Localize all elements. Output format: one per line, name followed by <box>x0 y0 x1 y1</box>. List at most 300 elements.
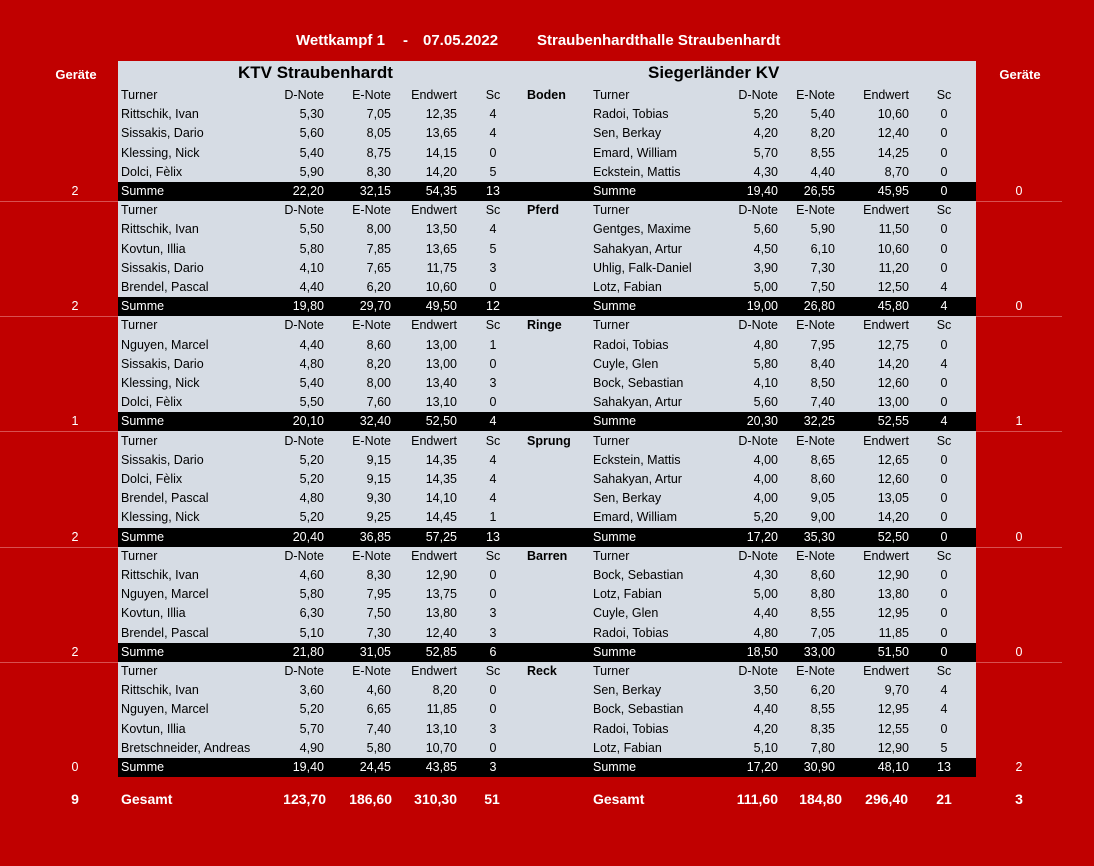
home-d-note: 6,30 <box>299 606 324 620</box>
away-endwert: 13,05 <box>877 491 909 505</box>
home-athlete-name: Nguyen, Marcel <box>121 587 209 601</box>
home-athlete-name: Klessing, Nick <box>121 510 200 524</box>
home-d-note: 4,10 <box>299 261 324 275</box>
competition-date: 07.05.2022 <box>423 32 499 49</box>
col-header-turner: Turner <box>121 664 158 678</box>
col-header-sc: Sc <box>936 664 952 678</box>
home-summe-label: Summe <box>121 414 165 428</box>
home-athlete-name: Kovtun, Illia <box>121 606 186 620</box>
home-athlete-name: Sissakis, Dario <box>121 261 204 275</box>
home-endwert: 14,35 <box>425 472 457 486</box>
col-header-turner: Turner <box>121 203 158 217</box>
home-sum-e: 36,85 <box>359 530 391 544</box>
col-header-e-note: E-Note <box>352 549 391 563</box>
home-d-note: 5,40 <box>299 146 324 160</box>
home-d-note: 3,60 <box>299 683 324 697</box>
apparatus-header-row <box>118 662 976 681</box>
away-sum-sc: 4 <box>940 299 948 313</box>
col-header-sc: Sc <box>485 664 501 678</box>
home-sum-d: 21,80 <box>292 645 324 659</box>
athlete-row <box>118 566 976 585</box>
away-summe-label: Summe <box>593 530 637 544</box>
col-header-sc: Sc <box>936 88 952 102</box>
home-summe-label: Summe <box>121 530 165 544</box>
home-athlete-name: Rittschik, Ivan <box>121 222 199 236</box>
away-sum-d: 18,50 <box>746 645 778 659</box>
total-away-end: 296,40 <box>865 791 908 807</box>
athlete-row <box>118 604 976 623</box>
home-e-note: 8,00 <box>366 376 391 390</box>
geraete-label-left: Geräte <box>55 67 97 82</box>
total-home-geraete: 9 <box>71 791 79 807</box>
away-e-note: 8,55 <box>810 702 835 716</box>
home-d-note: 4,80 <box>299 491 324 505</box>
total-home-e: 186,60 <box>349 791 392 807</box>
away-d-note: 4,20 <box>753 126 778 140</box>
away-d-note: 4,80 <box>753 626 778 640</box>
away-sum-d: 20,30 <box>746 414 778 428</box>
away-geraete-points: 2 <box>1015 760 1023 774</box>
away-d-note: 4,00 <box>753 491 778 505</box>
athlete-row <box>118 489 976 508</box>
team-away-name: Siegerländer KV <box>648 63 780 82</box>
competition-name: Wettkampf 1 <box>296 32 385 49</box>
home-sum-sc: 13 <box>486 184 500 198</box>
home-summe-label: Summe <box>121 184 165 198</box>
away-e-note: 7,05 <box>810 626 835 640</box>
home-sum-d: 20,40 <box>292 530 324 544</box>
divider <box>0 201 118 202</box>
away-d-note: 5,80 <box>753 357 778 371</box>
away-sum-e: 35,30 <box>803 530 835 544</box>
home-score-points: 4 <box>489 472 497 486</box>
col-header-turner: Turner <box>593 549 630 563</box>
away-athlete-name: Bock, Sebastian <box>593 568 684 582</box>
away-e-note: 7,30 <box>810 261 835 275</box>
divider <box>0 431 118 432</box>
athlete-row <box>118 355 976 374</box>
home-athlete-name: Rittschik, Ivan <box>121 683 199 697</box>
col-header-turner: Turner <box>121 549 158 563</box>
home-endwert: 13,50 <box>425 222 457 236</box>
away-sum-e: 30,90 <box>803 760 835 774</box>
home-e-note: 8,75 <box>366 146 391 160</box>
col-header-d-note: D-Note <box>284 88 324 102</box>
home-sum-d: 19,80 <box>292 299 324 313</box>
away-endwert: 11,85 <box>878 626 909 640</box>
away-summe-label: Summe <box>593 414 637 428</box>
divider <box>0 316 118 317</box>
divider <box>976 201 1062 202</box>
away-d-note: 4,40 <box>753 702 778 716</box>
col-header-turner: Turner <box>593 664 630 678</box>
home-athlete-name: Dolci, Fèlix <box>121 472 183 486</box>
home-sum-d: 20,10 <box>292 414 324 428</box>
home-sum-sc: 6 <box>489 645 497 659</box>
away-score-points: 0 <box>940 626 948 640</box>
away-endwert: 11,50 <box>878 222 909 236</box>
home-endwert: 10,60 <box>425 280 457 294</box>
away-score-points: 0 <box>940 722 948 736</box>
col-header-sc: Sc <box>485 434 501 448</box>
away-endwert: 12,60 <box>877 376 909 390</box>
home-d-note: 4,60 <box>299 568 324 582</box>
away-e-note: 8,65 <box>810 453 835 467</box>
home-athlete-name: Dolci, Fèlix <box>121 395 183 409</box>
total-home-sc: 51 <box>484 791 500 807</box>
away-d-note: 4,30 <box>753 165 778 179</box>
col-header-d-note: D-Note <box>738 434 778 448</box>
summe-row <box>118 297 976 316</box>
summe-row <box>118 412 976 431</box>
home-endwert: 13,10 <box>425 722 457 736</box>
athlete-row <box>118 374 976 393</box>
away-d-note: 5,60 <box>753 395 778 409</box>
away-sum-end: 52,55 <box>877 414 909 428</box>
col-header-turner: Turner <box>121 88 158 102</box>
home-score-points: 0 <box>489 146 497 160</box>
summe-row <box>118 758 976 777</box>
away-score-points: 0 <box>940 107 948 121</box>
home-score-points: 3 <box>489 722 497 736</box>
away-summe-label: Summe <box>593 299 637 313</box>
away-d-note: 5,00 <box>753 587 778 601</box>
home-endwert: 14,35 <box>425 453 457 467</box>
home-endwert: 13,80 <box>425 606 457 620</box>
home-endwert: 13,65 <box>425 242 457 256</box>
away-d-note: 5,00 <box>753 280 778 294</box>
summe-row <box>118 182 976 201</box>
home-e-note: 9,30 <box>366 491 391 505</box>
col-header-d-note: D-Note <box>284 203 324 217</box>
apparatus-header-row <box>118 547 976 566</box>
home-athlete-name: Brendel, Pascal <box>121 280 209 294</box>
away-score-points: 0 <box>940 453 948 467</box>
away-e-note: 8,40 <box>810 357 835 371</box>
away-athlete-name: Sahakyan, Artur <box>593 395 682 409</box>
total-away-sc: 21 <box>936 791 952 807</box>
away-e-note: 7,50 <box>810 280 835 294</box>
col-header-endwert: Endwert <box>411 434 457 448</box>
away-endwert: 12,90 <box>877 741 909 755</box>
apparatus-name: Ringe <box>527 318 562 332</box>
col-header-endwert: Endwert <box>411 318 457 332</box>
home-e-note: 7,95 <box>366 587 391 601</box>
athlete-row <box>118 681 976 700</box>
home-endwert: 11,75 <box>426 261 457 275</box>
away-score-points: 0 <box>940 376 948 390</box>
col-header-endwert: Endwert <box>863 203 909 217</box>
away-score-points: 0 <box>940 261 948 275</box>
away-athlete-name: Gentges, Maxime <box>593 222 691 236</box>
away-summe-label: Summe <box>593 184 637 198</box>
home-sum-end: 52,50 <box>425 414 457 428</box>
away-score-points: 0 <box>940 395 948 409</box>
apparatus-header-row <box>118 316 976 335</box>
home-athlete-name: Nguyen, Marcel <box>121 702 209 716</box>
home-athlete-name: Nguyen, Marcel <box>121 338 209 352</box>
home-score-points: 1 <box>489 510 497 524</box>
home-d-note: 4,40 <box>299 338 324 352</box>
home-e-note: 4,60 <box>366 683 391 697</box>
home-endwert: 11,85 <box>426 702 457 716</box>
home-score-points: 3 <box>489 261 497 275</box>
home-d-note: 5,50 <box>299 395 324 409</box>
divider <box>976 316 1062 317</box>
home-athlete-name: Sissakis, Dario <box>121 126 204 140</box>
away-athlete-name: Bock, Sebastian <box>593 702 684 716</box>
home-endwert: 13,75 <box>425 587 457 601</box>
away-score-points: 0 <box>940 222 948 236</box>
away-summe-label: Summe <box>593 760 637 774</box>
home-score-points: 0 <box>489 568 497 582</box>
away-geraete-points: 0 <box>1015 184 1023 198</box>
away-athlete-name: Radoi, Tobias <box>593 107 669 121</box>
divider <box>976 662 1062 663</box>
divider <box>976 431 1062 432</box>
col-header-sc: Sc <box>936 203 952 217</box>
home-score-points: 4 <box>489 107 497 121</box>
home-score-points: 4 <box>489 491 497 505</box>
away-athlete-name: Bock, Sebastian <box>593 376 684 390</box>
home-endwert: 12,90 <box>425 568 457 582</box>
col-header-turner: Turner <box>593 88 630 102</box>
home-athlete-name: Klessing, Nick <box>121 376 200 390</box>
away-endwert: 12,90 <box>877 568 909 582</box>
home-d-note: 5,80 <box>299 242 324 256</box>
away-sum-sc: 0 <box>940 645 948 659</box>
col-header-e-note: E-Note <box>352 318 391 332</box>
away-summe-label: Summe <box>593 645 637 659</box>
away-d-note: 4,00 <box>753 472 778 486</box>
away-endwert: 12,50 <box>877 280 909 294</box>
away-sum-end: 51,50 <box>877 645 909 659</box>
home-e-note: 7,60 <box>366 395 391 409</box>
col-header-endwert: Endwert <box>411 664 457 678</box>
away-e-note: 8,80 <box>810 587 835 601</box>
away-score-points: 0 <box>940 510 948 524</box>
away-athlete-name: Emard, William <box>593 510 678 524</box>
away-score-points: 0 <box>940 165 948 179</box>
col-header-sc: Sc <box>936 318 952 332</box>
col-header-d-note: D-Note <box>284 318 324 332</box>
home-endwert: 14,45 <box>425 510 457 524</box>
home-e-note: 7,65 <box>366 261 391 275</box>
col-header-turner: Turner <box>593 434 630 448</box>
away-sum-e: 26,80 <box>803 299 835 313</box>
competition-venue: Straubenhardthalle Straubenhardt <box>537 32 781 49</box>
home-score-points: 3 <box>489 606 497 620</box>
away-score-points: 0 <box>940 242 948 256</box>
home-score-points: 0 <box>489 683 497 697</box>
home-score-points: 3 <box>489 376 497 390</box>
away-sum-end: 52,50 <box>877 530 909 544</box>
col-header-sc: Sc <box>485 203 501 217</box>
home-score-points: 1 <box>489 338 497 352</box>
away-geraete-points: 0 <box>1015 645 1023 659</box>
home-score-points: 0 <box>489 702 497 716</box>
away-sum-e: 26,55 <box>803 184 835 198</box>
home-e-note: 9,25 <box>366 510 391 524</box>
home-sum-end: 52,85 <box>425 645 457 659</box>
home-score-points: 5 <box>489 165 497 179</box>
col-header-e-note: E-Note <box>796 88 835 102</box>
total-away-label: Gesamt <box>593 791 645 807</box>
home-geraete-points: 2 <box>71 184 79 198</box>
col-header-endwert: Endwert <box>863 318 909 332</box>
away-endwert: 9,70 <box>884 683 909 697</box>
away-e-note: 7,95 <box>810 338 835 352</box>
away-endwert: 10,60 <box>877 242 909 256</box>
home-sum-e: 31,05 <box>359 645 391 659</box>
home-endwert: 13,65 <box>425 126 457 140</box>
home-e-note: 6,65 <box>366 702 391 716</box>
home-endwert: 13,00 <box>425 357 457 371</box>
home-geraete-points: 2 <box>71 645 79 659</box>
away-score-points: 0 <box>940 338 948 352</box>
apparatus-name: Sprung <box>527 434 571 448</box>
away-athlete-name: Sen, Berkay <box>593 491 662 505</box>
apparatus-header-row <box>118 432 976 451</box>
athlete-row <box>118 163 976 182</box>
home-sum-end: 54,35 <box>425 184 457 198</box>
home-endwert: 12,40 <box>425 626 457 640</box>
home-sum-sc: 12 <box>486 299 500 313</box>
away-sum-end: 45,80 <box>877 299 909 313</box>
col-header-e-note: E-Note <box>796 203 835 217</box>
home-athlete-name: Brendel, Pascal <box>121 626 209 640</box>
col-header-sc: Sc <box>936 434 952 448</box>
away-sum-e: 33,00 <box>803 645 835 659</box>
home-e-note: 5,80 <box>366 741 391 755</box>
home-athlete-name: Brendel, Pascal <box>121 491 209 505</box>
away-score-points: 0 <box>940 568 948 582</box>
away-endwert: 12,95 <box>877 606 909 620</box>
home-geraete-points: 2 <box>71 530 79 544</box>
away-endwert: 12,60 <box>877 472 909 486</box>
away-athlete-name: Cuyle, Glen <box>593 357 659 371</box>
home-athlete-name: Bretschneider, Andreas <box>121 741 251 755</box>
away-endwert: 13,80 <box>877 587 909 601</box>
col-header-turner: Turner <box>593 318 630 332</box>
home-athlete-name: Sissakis, Dario <box>121 357 204 371</box>
col-header-endwert: Endwert <box>411 203 457 217</box>
divider <box>0 547 118 548</box>
away-endwert: 12,65 <box>877 453 909 467</box>
home-e-note: 8,30 <box>366 165 391 179</box>
home-e-note: 8,30 <box>366 568 391 582</box>
apparatus-header-row <box>118 86 976 105</box>
away-endwert: 11,20 <box>878 261 909 275</box>
away-d-note: 4,50 <box>753 242 778 256</box>
away-e-note: 9,00 <box>810 510 835 524</box>
col-header-e-note: E-Note <box>352 434 391 448</box>
away-athlete-name: Sahakyan, Artur <box>593 242 682 256</box>
away-e-note: 8,55 <box>810 606 835 620</box>
home-d-note: 5,70 <box>299 722 324 736</box>
home-endwert: 13,10 <box>425 395 457 409</box>
col-header-d-note: D-Note <box>738 318 778 332</box>
home-d-note: 5,20 <box>299 453 324 467</box>
away-sum-d: 19,00 <box>746 299 778 313</box>
away-endwert: 13,00 <box>877 395 909 409</box>
total-away-e: 184,80 <box>799 791 842 807</box>
home-d-note: 5,80 <box>299 587 324 601</box>
home-sum-e: 32,15 <box>359 184 391 198</box>
team-home-name: KTV Straubenhardt <box>238 63 393 82</box>
away-e-note: 8,20 <box>810 126 835 140</box>
away-sum-sc: 0 <box>940 530 948 544</box>
home-e-note: 9,15 <box>366 453 391 467</box>
away-d-note: 4,80 <box>753 338 778 352</box>
away-score-points: 4 <box>940 683 948 697</box>
away-geraete-points: 1 <box>1015 414 1023 428</box>
col-header-sc: Sc <box>485 549 501 563</box>
home-athlete-name: Rittschik, Ivan <box>121 107 199 121</box>
divider <box>0 662 118 663</box>
summe-row <box>118 643 976 662</box>
home-d-note: 4,90 <box>299 741 324 755</box>
col-header-sc: Sc <box>936 549 952 563</box>
home-e-note: 7,30 <box>366 626 391 640</box>
col-header-d-note: D-Note <box>738 203 778 217</box>
away-sum-sc: 0 <box>940 184 948 198</box>
away-d-note: 5,20 <box>753 107 778 121</box>
home-sum-sc: 13 <box>486 530 500 544</box>
athlete-row <box>118 700 976 719</box>
home-sum-e: 24,45 <box>359 760 391 774</box>
away-score-points: 5 <box>940 741 948 755</box>
away-athlete-name: Radoi, Tobias <box>593 338 669 352</box>
away-athlete-name: Uhlig, Falk-Daniel <box>593 261 692 275</box>
col-header-d-note: D-Note <box>738 664 778 678</box>
away-athlete-name: Radoi, Tobias <box>593 722 669 736</box>
away-endwert: 12,95 <box>877 702 909 716</box>
away-score-points: 0 <box>940 587 948 601</box>
away-score-points: 0 <box>940 472 948 486</box>
home-sum-d: 22,20 <box>292 184 324 198</box>
away-athlete-name: Emard, William <box>593 146 678 160</box>
home-geraete-points: 0 <box>71 760 79 774</box>
home-endwert: 13,00 <box>425 338 457 352</box>
away-e-note: 8,50 <box>810 376 835 390</box>
col-header-sc: Sc <box>485 318 501 332</box>
away-e-note: 4,40 <box>810 165 835 179</box>
away-geraete-points: 0 <box>1015 299 1023 313</box>
col-header-e-note: E-Note <box>796 664 835 678</box>
away-geraete-points: 0 <box>1015 530 1023 544</box>
away-endwert: 10,60 <box>877 107 909 121</box>
away-sum-sc: 13 <box>937 760 951 774</box>
athlete-row <box>118 720 976 739</box>
home-sum-end: 57,25 <box>425 530 457 544</box>
col-header-d-note: D-Note <box>738 88 778 102</box>
athlete-row <box>118 259 976 278</box>
athlete-row <box>118 585 976 604</box>
away-d-note: 4,00 <box>753 453 778 467</box>
col-header-sc: Sc <box>485 88 501 102</box>
away-e-note: 8,35 <box>810 722 835 736</box>
summe-row <box>118 528 976 547</box>
athlete-row <box>118 240 976 259</box>
home-d-note: 4,80 <box>299 357 324 371</box>
home-athlete-name: Rittschik, Ivan <box>121 568 199 582</box>
away-score-points: 0 <box>940 126 948 140</box>
away-d-note: 3,90 <box>753 261 778 275</box>
home-geraete-points: 1 <box>71 414 79 428</box>
away-endwert: 12,40 <box>877 126 909 140</box>
away-d-note: 4,30 <box>753 568 778 582</box>
